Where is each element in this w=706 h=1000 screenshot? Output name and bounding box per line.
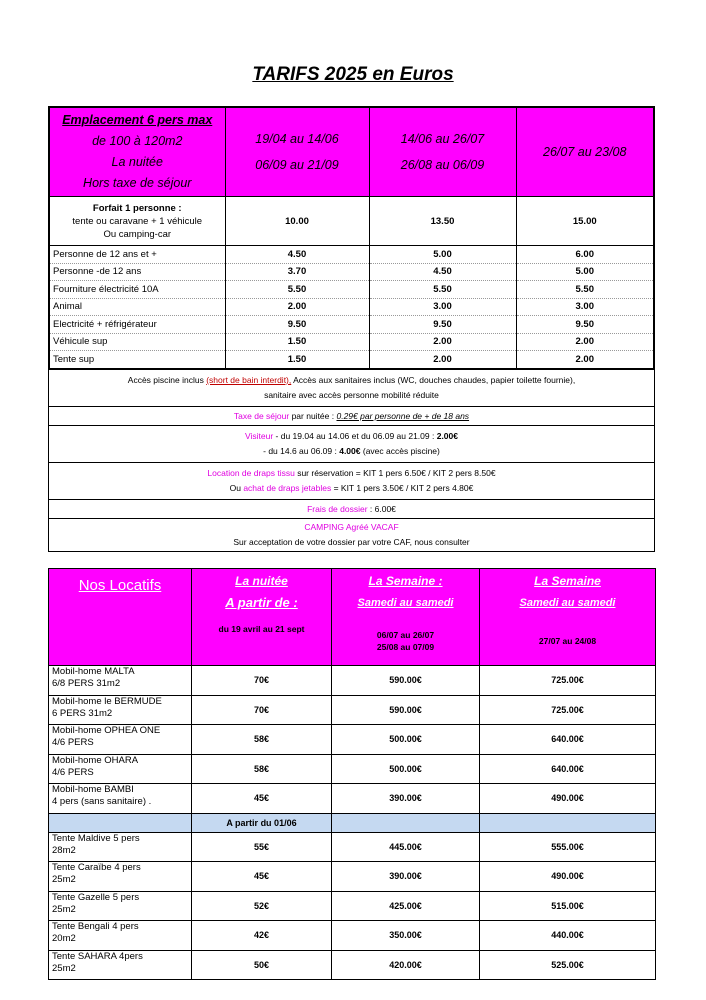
locatif-price: 45€ xyxy=(192,784,332,814)
tarif-row xyxy=(49,333,654,351)
forfait-value: 13.50 xyxy=(369,197,516,246)
period-header-1 xyxy=(225,107,369,197)
tarif-row xyxy=(49,281,654,299)
col-header-l2: Samedi au samedi xyxy=(357,597,454,609)
forfait-row xyxy=(49,197,654,246)
locatif-price: 55€ xyxy=(192,832,332,862)
locatif-price: 45€ xyxy=(192,862,332,892)
tarif-value: 5.50 xyxy=(369,281,516,299)
emplacement-header xyxy=(49,107,225,197)
locatif-name-l1: Mobil-home le BERMUDE xyxy=(52,695,162,707)
locatifs-table xyxy=(48,568,656,980)
period-1-b: 06/09 au 21/09 xyxy=(255,158,339,172)
tarif-value: 2.00 xyxy=(369,333,516,351)
locatif-price: 425.00€ xyxy=(332,891,480,921)
locatif-price: 515.00€ xyxy=(480,891,656,921)
tarif-value: 4.50 xyxy=(225,246,369,264)
emplacement-unit: La nuitée xyxy=(111,155,163,169)
period-3-a: 26/07 au 23/08 xyxy=(543,145,627,159)
locatif-name-l2: 4 pers (sans sanitaire) . xyxy=(52,796,152,807)
tarif-row xyxy=(49,246,654,264)
forfait-value: 10.00 xyxy=(225,197,369,246)
taxe-info xyxy=(49,407,655,426)
tarif-label: Fourniture électricité 10A xyxy=(49,281,225,299)
locatif-price: 490.00€ xyxy=(480,784,656,814)
tarif-label: Personne -de 12 ans xyxy=(49,263,225,281)
vacaf-info xyxy=(49,519,655,552)
tarif-value: 5.00 xyxy=(516,263,654,281)
separator-label: A partir du 01/06 xyxy=(192,813,332,832)
period-header-3 xyxy=(516,107,654,197)
tarif-value: 5.50 xyxy=(516,281,654,299)
col-header-l2: Samedi au samedi xyxy=(519,597,616,609)
locatif-price: 52€ xyxy=(192,891,332,921)
page-title: TARIFS 2025 en Euros xyxy=(252,64,454,85)
draps-ou: Ou xyxy=(229,483,244,493)
taxe-value: 0.29€ par personne de + de 18 ans xyxy=(336,410,470,421)
col-header-l1: La nuitée xyxy=(235,574,288,588)
locatif-price: 525.00€ xyxy=(480,950,656,980)
locatif-price: 725.00€ xyxy=(480,695,656,725)
locatif-name xyxy=(49,891,192,921)
tarif-value: 2.00 xyxy=(516,351,654,369)
visiteur-price-2: 4.00€ xyxy=(339,446,361,456)
info-table xyxy=(48,368,655,552)
separator-row xyxy=(49,813,656,832)
frais-label: Frais de dossier xyxy=(307,503,368,514)
locatif-name xyxy=(49,725,192,755)
tarif-value: 9.50 xyxy=(369,316,516,334)
locatif-name xyxy=(49,862,192,892)
vacaf-title: CAMPING Agréé VACAF xyxy=(304,522,399,532)
tarif-value: 1.50 xyxy=(225,333,369,351)
draps-label: Location de draps tissu xyxy=(207,468,295,478)
visiteur-price-1: 2.00€ xyxy=(436,431,458,441)
visiteur-period-1: - du 19.04 au 14.06 et du 06.09 au 21.09 : xyxy=(273,431,437,441)
locatif-name-l2: 25m2 xyxy=(52,874,76,885)
draps-tissu-price: sur réservation = KIT 1 pers 6.50€ / KIT 2 pers 8.50€ xyxy=(294,468,496,478)
locatif-name xyxy=(49,784,192,814)
locatif-price: 58€ xyxy=(192,725,332,755)
locatif-name-l1: Mobil-home BAMBI xyxy=(52,784,134,795)
locatif-name-l1: Mobil-home MALTA xyxy=(52,666,135,677)
frais-value: : 6.00€ xyxy=(367,503,396,514)
locatif-price: 350.00€ xyxy=(332,921,480,951)
taxe-mid: par nuitée : xyxy=(289,410,337,421)
frais-info xyxy=(49,500,655,519)
tarif-value: 2.00 xyxy=(516,333,654,351)
emplacement-table xyxy=(48,106,655,370)
forfait-line2: tente ou caravane + 1 véhicule xyxy=(72,215,203,227)
separator-empty xyxy=(332,813,480,832)
col-header-semaine-1 xyxy=(332,569,480,666)
locatif-name-l2: 20m2 xyxy=(52,933,76,944)
forfait-line3: Ou camping-car xyxy=(103,228,172,240)
locatif-price: 440.00€ xyxy=(480,921,656,951)
tarif-value: 4.50 xyxy=(369,263,516,281)
locatif-name-l2: 6 PERS 31m2 xyxy=(52,707,113,719)
tarif-value: 2.00 xyxy=(225,298,369,316)
tarif-value: 6.00 xyxy=(516,246,654,264)
locatif-price: 640.00€ xyxy=(480,754,656,784)
locatif-name xyxy=(49,921,192,951)
tarif-label: Personne de 12 ans et + xyxy=(49,246,225,264)
locatifs-title: Nos Locatifs xyxy=(49,569,192,666)
locatif-price: 420.00€ xyxy=(332,950,480,980)
locatif-row xyxy=(49,862,656,892)
locatif-name-l2: 25m2 xyxy=(52,962,76,974)
pmr-text: sanitaire avec accès personne mobilité réduite xyxy=(264,390,439,400)
col-header-date: 25/08 au 07/09 xyxy=(376,642,435,652)
col-header-l1: La Semaine : xyxy=(368,574,443,588)
locatif-price: 50€ xyxy=(192,950,332,980)
emplacement-size: de 100 à 120m2 xyxy=(92,134,183,148)
draps-jetables-price: = KIT 1 pers 3.50€ / KIT 2 pers 4.80€ xyxy=(331,483,474,493)
visiteur-label: Visiteur xyxy=(244,431,274,441)
tarif-value: 5.50 xyxy=(225,281,369,299)
piscine-text: Accès piscine inclus xyxy=(127,375,207,385)
locatif-row xyxy=(49,695,656,725)
period-header-2 xyxy=(369,107,516,197)
locatif-price: 390.00€ xyxy=(332,784,480,814)
locatif-row xyxy=(49,725,656,755)
locatif-price: 445.00€ xyxy=(332,832,480,862)
period-2-a: 14/06 au 26/07 xyxy=(400,132,485,146)
forfait-title: Forfait 1 personne : xyxy=(92,202,182,214)
separator-empty xyxy=(480,813,656,832)
locatif-price: 590.00€ xyxy=(332,695,480,725)
period-2-b: 26/08 au 06/09 xyxy=(400,158,485,172)
tarif-row xyxy=(49,263,654,281)
tarif-value: 2.00 xyxy=(369,351,516,369)
locatif-name-l2: 28m2 xyxy=(52,844,76,856)
locatif-name xyxy=(49,832,192,862)
locatif-name-l2: 4/6 PERS xyxy=(52,766,94,778)
locatif-price: 555.00€ xyxy=(480,832,656,862)
col-header-date: du 19 avril au 21 sept xyxy=(218,624,305,634)
locatif-row xyxy=(49,832,656,862)
tarif-value: 3.00 xyxy=(516,298,654,316)
tarif-value: 5.00 xyxy=(369,246,516,264)
locatif-price: 42€ xyxy=(192,921,332,951)
locatif-name xyxy=(49,754,192,784)
locatif-name-l1: Tente Caraïbe 4 pers xyxy=(52,862,141,873)
tarif-value: 9.50 xyxy=(225,316,369,334)
locatif-name-l2: 25m2 xyxy=(52,903,76,915)
tarif-label: Tente sup xyxy=(49,351,225,369)
locatif-price: 390.00€ xyxy=(332,862,480,892)
locatif-name-l1: Tente SAHARA 4pers xyxy=(52,950,143,962)
draps-info xyxy=(49,463,655,500)
visiteur-period-2: - du 14.6 au 06.09 : xyxy=(263,446,340,456)
tarif-value: 3.70 xyxy=(225,263,369,281)
locatif-name-l1: Tente Maldive 5 pers xyxy=(52,832,140,844)
locatif-row xyxy=(49,754,656,784)
locatif-name xyxy=(49,950,192,980)
forfait-label xyxy=(49,197,225,246)
separator-empty xyxy=(49,813,192,832)
locatif-name xyxy=(49,695,192,725)
col-header-nuitee xyxy=(192,569,332,666)
draps-jetables-label: achat de draps jetables xyxy=(243,483,332,493)
locatif-name-l1: Tente Bengali 4 pers xyxy=(52,921,139,932)
col-header-date: 27/07 au 24/08 xyxy=(538,636,597,646)
locatif-name-l1: Tente Gazelle 5 pers xyxy=(52,891,140,903)
piscine-info xyxy=(49,369,655,407)
locatif-price: 590.00€ xyxy=(332,666,480,696)
col-header-date: 06/07 au 26/07 xyxy=(376,630,435,640)
locatif-name-l2: 6/8 PERS 31m2 xyxy=(52,678,121,689)
locatif-price: 58€ xyxy=(192,754,332,784)
tarif-value: 1.50 xyxy=(225,351,369,369)
locatifs-header-row xyxy=(49,569,656,666)
col-header-semaine-2 xyxy=(480,569,656,666)
locatif-price: 500.00€ xyxy=(332,754,480,784)
locatif-row xyxy=(49,950,656,980)
taxe-label: Taxe de séjour xyxy=(233,410,290,421)
locatif-name xyxy=(49,666,192,696)
col-header-l1: La Semaine xyxy=(534,574,601,588)
emplacement-title: Emplacement 6 pers max xyxy=(62,113,213,127)
tarif-label: Animal xyxy=(49,298,225,316)
tarif-row xyxy=(49,351,654,369)
tarif-value: 3.00 xyxy=(369,298,516,316)
locatif-name-l2: 4/6 PERS xyxy=(52,737,94,748)
locatif-price: 500.00€ xyxy=(332,725,480,755)
tarif-label: Electricité + réfrigérateur xyxy=(49,316,225,334)
tarif-label: Véhicule sup xyxy=(49,333,225,351)
locatif-row xyxy=(49,921,656,951)
sanitaires-text: Accès aux sanitaires inclus (WC, douches chaudes, papier toilette fournie), xyxy=(291,375,576,385)
locatif-price: 70€ xyxy=(192,695,332,725)
emplacement-note: Hors taxe de séjour xyxy=(83,176,192,190)
forfait-value: 15.00 xyxy=(516,197,654,246)
visiteur-info xyxy=(49,426,655,463)
piscine-warning: (short de bain interdit), xyxy=(206,375,292,385)
locatif-price: 490.00€ xyxy=(480,862,656,892)
tarif-row xyxy=(49,298,654,316)
col-header-l2: A partir de : xyxy=(225,595,298,610)
locatif-price: 725.00€ xyxy=(480,666,656,696)
vacaf-text: Sur acceptation de votre dossier par votre CAF, nous consulter xyxy=(233,537,470,547)
visiteur-note: (avec accès piscine) xyxy=(360,446,440,456)
emplacement-header-row xyxy=(49,107,654,197)
locatif-name-l1: Mobil-home OHARA xyxy=(52,754,139,766)
locatif-price: 640.00€ xyxy=(480,725,656,755)
tarif-value: 9.50 xyxy=(516,316,654,334)
locatif-row xyxy=(49,891,656,921)
locatif-name-l1: Mobil-home OPHEA ONE xyxy=(52,725,161,736)
locatif-row xyxy=(49,666,656,696)
tarif-row xyxy=(49,316,654,334)
locatif-price: 70€ xyxy=(192,666,332,696)
locatif-row xyxy=(49,784,656,814)
period-1-a: 19/04 au 14/06 xyxy=(255,132,339,146)
